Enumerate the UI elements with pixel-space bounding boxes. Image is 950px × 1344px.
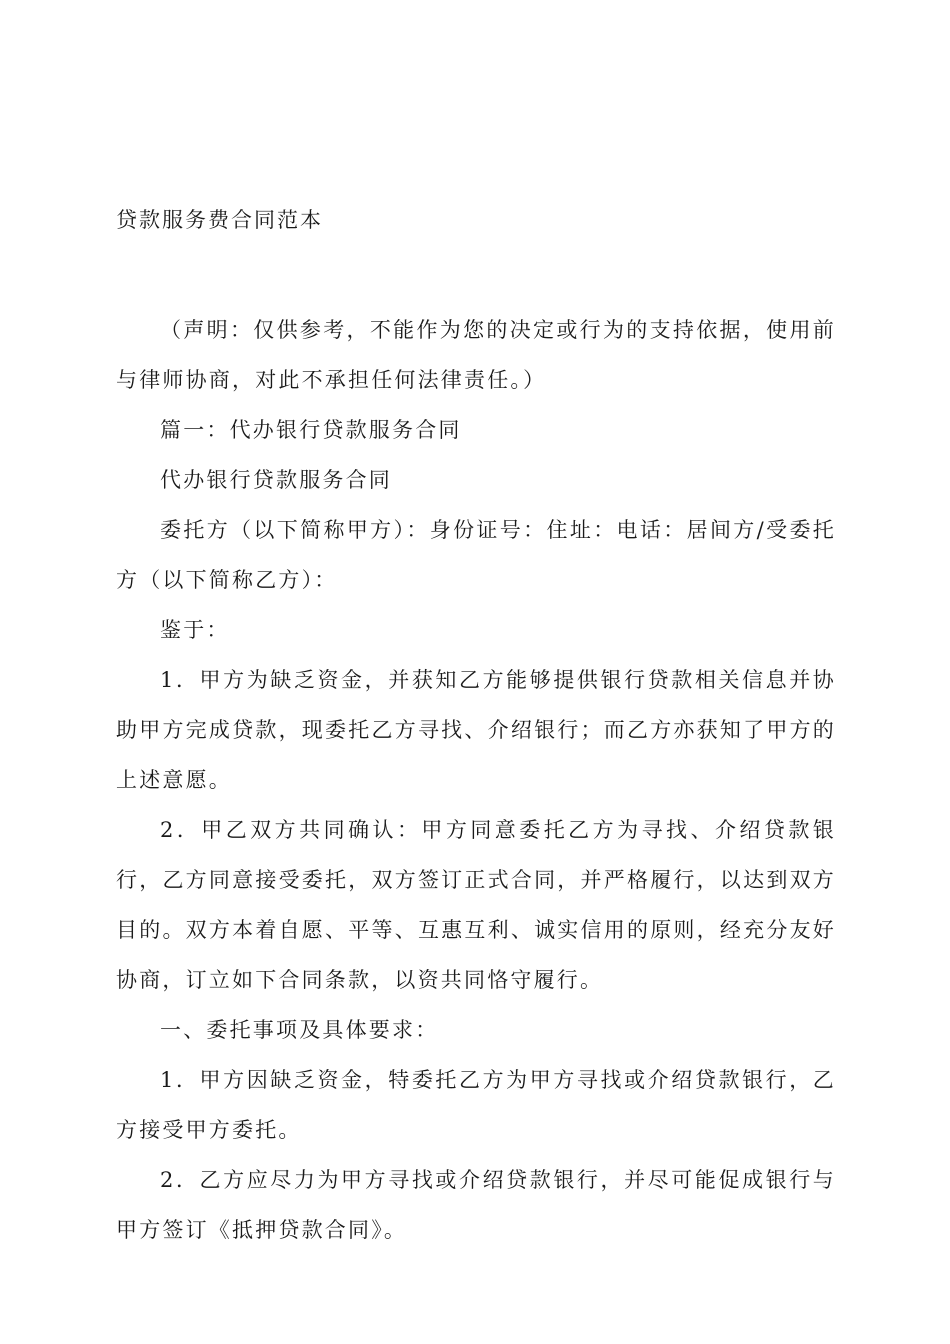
disclaimer-paragraph: （声明：仅供参考，不能作为您的决定或行为的支持依据，使用前与律师协商，对此不承担任何法律责任。）: [116, 318, 836, 392]
body-paragraph: 2．乙方应尽力为甲方寻找或介绍贷款银行，并尽可能促成银行与甲方签订《抵押贷款合同》。: [116, 1168, 836, 1242]
body-paragraph: 1．甲方因缺乏资金，特委托乙方为甲方寻找或介绍贷款银行，乙方接受甲方委托。: [116, 1068, 836, 1142]
clause-heading: 一、委托事项及具体要求：: [160, 1018, 439, 1042]
document-body: [116, 305, 836, 1255]
section-heading: 篇一：代办银行贷款服务合同: [160, 418, 462, 442]
document-title: 贷款服务费合同范本: [116, 208, 323, 232]
body-paragraph: 1．甲方为缺乏资金，并获知乙方能够提供银行贷款相关信息并协助甲方完成贷款，现委托乙方寻找、介绍银行；而乙方亦获知了甲方的上述意愿。: [116, 668, 836, 792]
whereas-label: 鉴于：: [160, 618, 230, 642]
parties-paragraph: 委托方（以下简称甲方）：身份证号：住址：电话：居间方/受委托方（以下简称乙方）：: [116, 518, 836, 592]
contract-title: 代办银行贷款服务合同: [160, 468, 392, 492]
body-paragraph: 2．甲乙双方共同确认：甲方同意委托乙方为寻找、介绍贷款银行，乙方同意接受委托，双方签订正式合同，并严格履行，以达到双方目的。双方本着自愿、平等、互惠互利、诚实信用的原则，经充分友好协商，订立如下合同条款，以资共同恪守履行。: [116, 818, 836, 992]
